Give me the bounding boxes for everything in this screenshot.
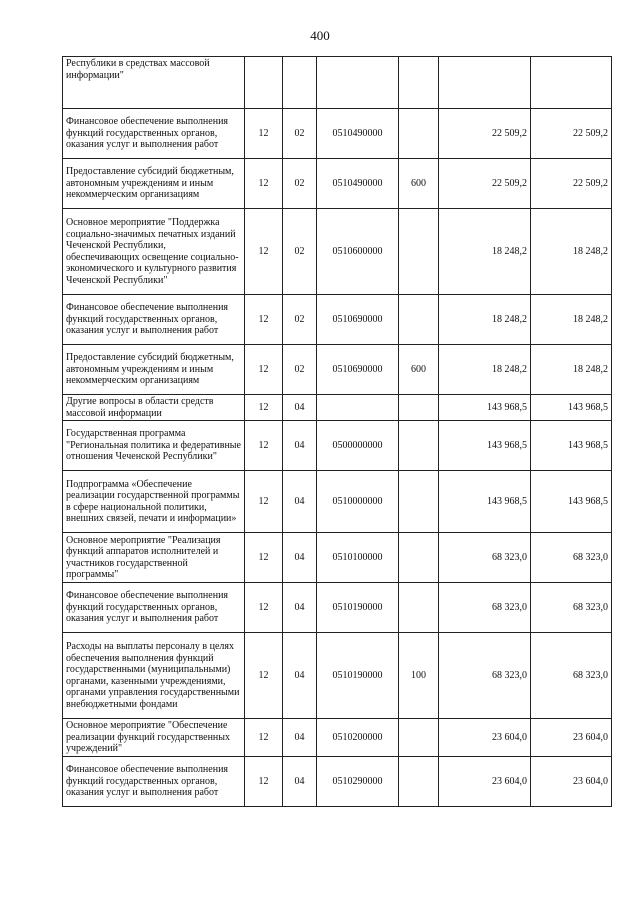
expense-type-cell (399, 757, 439, 807)
row-name-cell: Другие вопросы в области средств массовой информации (63, 395, 245, 421)
row-name-cell: Предоставление субсидий бюджетным, автономным учреждениям и иным некоммерческим организациям (63, 345, 245, 395)
section-code-cell: 12 (245, 583, 283, 633)
row-name-cell: Республики в средствах массовой информации" (63, 57, 245, 109)
row-name-cell: Основное мероприятие "Поддержка социально-значимых печатных изданий Чеченской Республики, обеспечивающих освещение социально-экономического и культурного развития Чеченской Республики" (63, 209, 245, 295)
amount-year1-cell: 22 509,2 (439, 109, 531, 159)
amount-year1-cell: 22 509,2 (439, 159, 531, 209)
table-row (63, 633, 612, 719)
subsection-code-cell: 04 (283, 421, 317, 471)
amount-year1-cell: 143 968,5 (439, 395, 531, 421)
expense-type-cell (399, 471, 439, 533)
amount-year1-cell (439, 57, 531, 109)
section-code-cell: 12 (245, 633, 283, 719)
table-row (63, 471, 612, 533)
subsection-code-cell: 04 (283, 533, 317, 583)
section-code-cell: 12 (245, 345, 283, 395)
expense-type-cell: 600 (399, 345, 439, 395)
table-row (63, 295, 612, 345)
row-name-cell: Расходы на выплаты персоналу в целях обеспечения выполнения функций государственными (муниципальными) органами, казенными учреждениями, органами управления государственными внебюджетными фондами (63, 633, 245, 719)
subsection-code-cell: 02 (283, 159, 317, 209)
expense-type-cell (399, 583, 439, 633)
subsection-code-cell: 04 (283, 395, 317, 421)
row-name-cell: Основное мероприятие "Реализация функций аппаратов исполнителей и участников государственной программы" (63, 533, 245, 583)
amount-year2-cell: 68 323,0 (531, 583, 612, 633)
row-name-cell: Финансовое обеспечение выполнения функций государственных органов, оказания услуг и выполнения работ (63, 295, 245, 345)
row-name-cell: Основное мероприятие "Обеспечение реализации функций государственных учреждений" (63, 719, 245, 757)
row-name-cell: Подпрограмма «Обеспечение реализации государственной программы в сфере национальной политики, внешних связей, печати и информации» (63, 471, 245, 533)
section-code-cell (245, 57, 283, 109)
amount-year1-cell: 18 248,2 (439, 295, 531, 345)
amount-year1-cell: 68 323,0 (439, 583, 531, 633)
table-row (63, 757, 612, 807)
expense-type-cell (399, 719, 439, 757)
target-article-cell: 0510690000 (317, 345, 399, 395)
section-code-cell: 12 (245, 395, 283, 421)
row-name-cell: Государственная программа "Региональная политика и федеративные отношения Чеченской Республики" (63, 421, 245, 471)
budget-table (62, 56, 612, 807)
row-name-cell: Финансовое обеспечение выполнения функций государственных органов, оказания услуг и выполнения работ (63, 583, 245, 633)
section-code-cell: 12 (245, 757, 283, 807)
section-code-cell: 12 (245, 109, 283, 159)
subsection-code-cell (283, 57, 317, 109)
target-article-cell: 0510290000 (317, 757, 399, 807)
target-article-cell: 0510490000 (317, 159, 399, 209)
table-row (63, 395, 612, 421)
amount-year2-cell: 18 248,2 (531, 345, 612, 395)
table-row (63, 57, 612, 109)
subsection-code-cell: 02 (283, 345, 317, 395)
page-number: 400 (310, 28, 330, 43)
target-article-cell: 0510100000 (317, 533, 399, 583)
table-row (63, 109, 612, 159)
target-article-cell: 0510490000 (317, 109, 399, 159)
target-article-cell (317, 395, 399, 421)
expense-type-cell: 600 (399, 159, 439, 209)
target-article-cell: 0510690000 (317, 295, 399, 345)
expense-type-cell (399, 209, 439, 295)
amount-year1-cell: 143 968,5 (439, 471, 531, 533)
expense-type-cell (399, 109, 439, 159)
expense-type-cell (399, 421, 439, 471)
table-row (63, 533, 612, 583)
expense-type-cell: 100 (399, 633, 439, 719)
expense-type-cell (399, 295, 439, 345)
section-code-cell: 12 (245, 719, 283, 757)
amount-year1-cell: 23 604,0 (439, 719, 531, 757)
section-code-cell: 12 (245, 295, 283, 345)
amount-year2-cell: 18 248,2 (531, 295, 612, 345)
target-article-cell: 0500000000 (317, 421, 399, 471)
table-row (63, 583, 612, 633)
amount-year2-cell: 23 604,0 (531, 719, 612, 757)
section-code-cell: 12 (245, 209, 283, 295)
amount-year2-cell (531, 57, 612, 109)
table-row (63, 421, 612, 471)
amount-year2-cell: 22 509,2 (531, 159, 612, 209)
target-article-cell (317, 57, 399, 109)
row-name-cell: Финансовое обеспечение выполнения функций государственных органов, оказания услуг и выполнения работ (63, 109, 245, 159)
amount-year1-cell: 23 604,0 (439, 757, 531, 807)
expense-type-cell (399, 395, 439, 421)
target-article-cell: 0510200000 (317, 719, 399, 757)
amount-year2-cell: 23 604,0 (531, 757, 612, 807)
amount-year1-cell: 68 323,0 (439, 633, 531, 719)
section-code-cell: 12 (245, 421, 283, 471)
section-code-cell: 12 (245, 159, 283, 209)
target-article-cell: 0510190000 (317, 583, 399, 633)
section-code-cell: 12 (245, 533, 283, 583)
subsection-code-cell: 04 (283, 757, 317, 807)
subsection-code-cell: 04 (283, 633, 317, 719)
amount-year1-cell: 18 248,2 (439, 345, 531, 395)
table-row (63, 345, 612, 395)
row-name-cell: Предоставление субсидий бюджетным, автономным учреждениям и иным некоммерческим организациям (63, 159, 245, 209)
budget-table-body (63, 57, 612, 807)
subsection-code-cell: 04 (283, 719, 317, 757)
table-row (63, 159, 612, 209)
section-code-cell: 12 (245, 471, 283, 533)
target-article-cell: 0510000000 (317, 471, 399, 533)
subsection-code-cell: 02 (283, 295, 317, 345)
row-name-cell: Финансовое обеспечение выполнения функций государственных органов, оказания услуг и выполнения работ (63, 757, 245, 807)
expense-type-cell (399, 57, 439, 109)
amount-year2-cell: 143 968,5 (531, 471, 612, 533)
amount-year2-cell: 68 323,0 (531, 633, 612, 719)
table-row (63, 719, 612, 757)
amount-year2-cell: 68 323,0 (531, 533, 612, 583)
amount-year1-cell: 18 248,2 (439, 209, 531, 295)
table-row (63, 209, 612, 295)
subsection-code-cell: 02 (283, 209, 317, 295)
subsection-code-cell: 04 (283, 471, 317, 533)
amount-year1-cell: 143 968,5 (439, 421, 531, 471)
amount-year2-cell: 143 968,5 (531, 395, 612, 421)
target-article-cell: 0510190000 (317, 633, 399, 719)
amount-year2-cell: 18 248,2 (531, 209, 612, 295)
subsection-code-cell: 02 (283, 109, 317, 159)
amount-year2-cell: 143 968,5 (531, 421, 612, 471)
amount-year1-cell: 68 323,0 (439, 533, 531, 583)
amount-year2-cell: 22 509,2 (531, 109, 612, 159)
target-article-cell: 0510600000 (317, 209, 399, 295)
expense-type-cell (399, 533, 439, 583)
subsection-code-cell: 04 (283, 583, 317, 633)
